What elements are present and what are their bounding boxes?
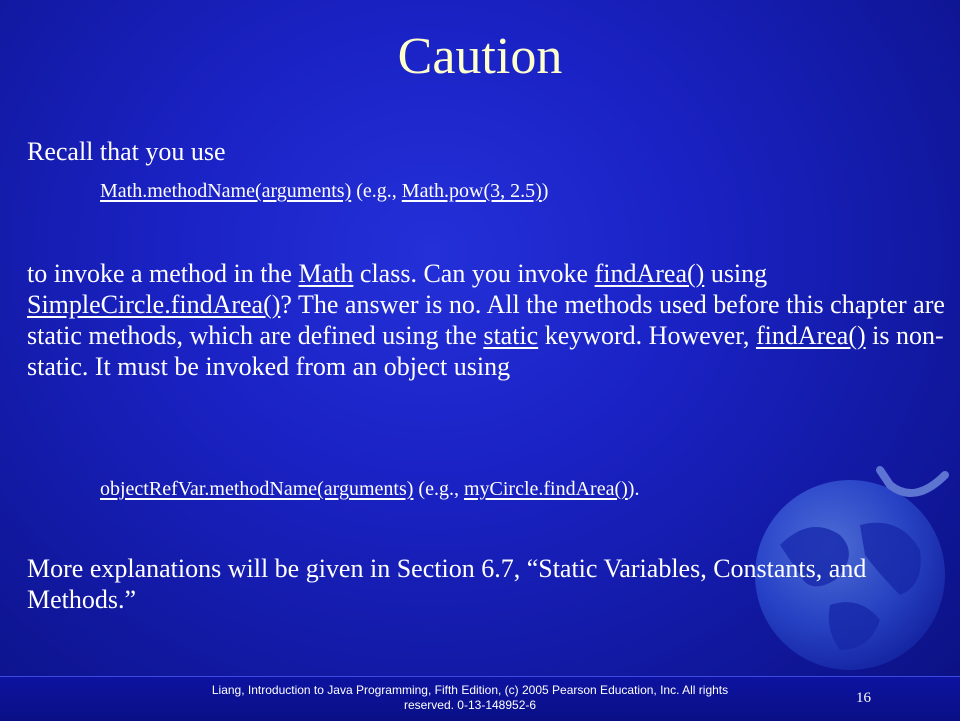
code-example-1-call: Math.pow(3, 2.5) xyxy=(401,180,542,202)
explanation-paragraph xyxy=(27,258,952,382)
closing-paragraph: More explanations will be given in Section 6.7, “Static Variables, Constants, and Methods.” xyxy=(27,554,867,614)
code-example-2-close: ). xyxy=(627,478,640,500)
footer-copyright: Liang, Introduction to Java Programming, Fifth Edition, (c) 2005 Pearson Education, Inc. All rights reserved. 0-13-148952-6 xyxy=(211,683,729,712)
text-segment: keyword. However, xyxy=(538,321,756,350)
findarea-ref: findArea() xyxy=(594,259,705,288)
math-class-ref: Math xyxy=(298,259,354,288)
page-title: Caution xyxy=(397,28,563,85)
code-example-2 xyxy=(100,477,639,501)
code-example-2-call: myCircle.findArea() xyxy=(463,478,628,500)
code-example-1-close: ) xyxy=(541,180,549,202)
code-example-1-eg: (e.g., xyxy=(351,180,402,202)
findarea-ref-2: findArea() xyxy=(755,321,866,350)
text-segment: ? The answer is no. All the methods used before this chapter are static methods, which are defined using the xyxy=(27,290,945,350)
text-segment: is non-static. It must be invoked from an object using xyxy=(27,321,944,381)
simplecircle-findarea-ref: SimpleCircle.findArea() xyxy=(27,290,281,319)
code-example-2-syntax: objectRefVar.methodName(arguments) xyxy=(100,478,414,500)
text-segment: to invoke a method in the xyxy=(27,259,299,288)
text-segment: class. Can you invoke xyxy=(353,259,595,288)
code-example-1-syntax: Math.methodName(arguments) xyxy=(100,180,352,202)
static-keyword-ref: static xyxy=(483,321,539,350)
text-segment: using xyxy=(704,259,768,288)
page-number: 16 xyxy=(856,690,871,706)
code-example-2-eg: (e.g., xyxy=(413,478,464,500)
code-example-1 xyxy=(100,179,548,203)
intro-paragraph: Recall that you use xyxy=(27,137,226,166)
